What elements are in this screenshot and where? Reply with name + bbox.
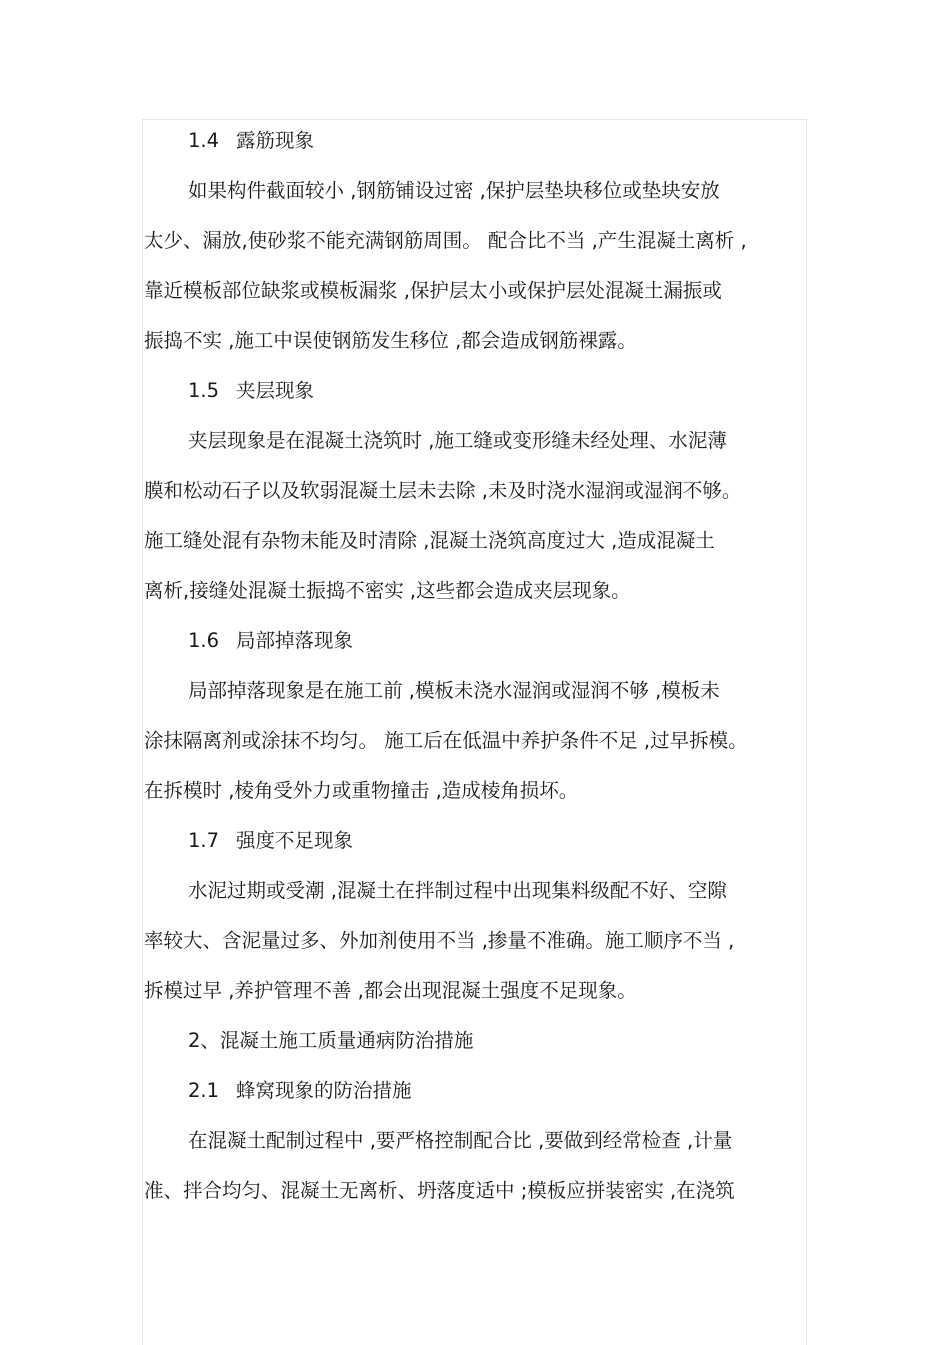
section-number: 1.4 — [188, 129, 220, 152]
paragraph-line: 在拆模时 ,棱角受外力或重物撞击 ,造成棱角损坏。 — [144, 779, 579, 802]
paragraph-line: 局部掉落现象是在施工前 ,模板未浇水湿润或湿润不够 ,模板未 — [188, 679, 720, 702]
section-title: 蜂窝现象的防治措施 — [236, 1079, 412, 1102]
paragraph-line: 离析,接缝处混凝土振捣不密实 ,这些都会造成夹层现象。 — [144, 579, 631, 602]
paragraph-line: 太少、漏放,使砂浆不能充满钢筋周围。 配合比不当 ,产生混凝土离析 , — [144, 229, 747, 252]
section-number: 2.1 — [188, 1079, 220, 1102]
section-title: 露筋现象 — [236, 129, 315, 152]
section-heading-1-5 — [142, 372, 807, 422]
section-heading-1-6 — [142, 622, 807, 672]
section-number: 1.5 — [188, 379, 220, 402]
paragraph-line: 如果构件截面较小 ,钢筋铺设过密 ,保护层垫块移位或垫块安放 — [188, 179, 720, 202]
paragraph-line: 水泥过期或受潮 ,混凝土在拌制过程中出现集料级配不好、空隙 — [188, 879, 727, 902]
paragraph-line: 靠近模板部位缺浆或模板漏浆 ,保护层太小或保护层处混凝土漏振或 — [144, 279, 722, 302]
section-title: 局部掉落现象 — [236, 629, 354, 652]
paragraph-line: 膜和松动石子以及软弱混凝土层未去除 ,未及时浇水湿润或湿润不够。 — [144, 479, 742, 502]
paragraph-line: 施工缝处混有杂物未能及时清除 ,混凝土浇筑高度过大 ,造成混凝土 — [144, 529, 715, 552]
section-heading-1-4 — [142, 122, 807, 172]
paragraph-line: 准、拌合均匀、混凝土无离析、坍落度适中 ;模板应拼装密实 ,在浇筑 — [144, 1179, 735, 1202]
section-number: 1.6 — [188, 629, 220, 652]
section-heading-2-1 — [142, 1072, 807, 1122]
section-heading-1-7 — [142, 822, 807, 872]
paragraph-line: 率较大、含泥量过多、外加剂使用不当 ,掺量不准确。施工顺序不当 , — [144, 929, 735, 952]
paragraph-line: 夹层现象是在混凝土浇筑时 ,施工缝或变形缝未经处理、水泥薄 — [188, 429, 727, 452]
section-title: 夹层现象 — [236, 379, 315, 402]
paragraph-line: 在混凝土配制过程中 ,要严格控制配合比 ,要做到经常检查 ,计量 — [188, 1129, 733, 1152]
chapter-heading-2: 2、混凝土施工质量通病防治措施 — [188, 1029, 474, 1052]
paragraph-line: 振捣不实 ,施工中误使钢筋发生移位 ,都会造成钢筋裸露。 — [144, 329, 637, 352]
document-body — [142, 122, 807, 1222]
section-number: 1.7 — [188, 829, 220, 852]
paragraph-line: 涂抹隔离剂或涂抹不均匀。 施工后在低温中养护条件不足 ,过早拆模。 — [144, 729, 748, 752]
section-title: 强度不足现象 — [236, 829, 354, 852]
paragraph-line: 拆模过早 ,养护管理不善 ,都会出现混凝土强度不足现象。 — [144, 979, 637, 1002]
